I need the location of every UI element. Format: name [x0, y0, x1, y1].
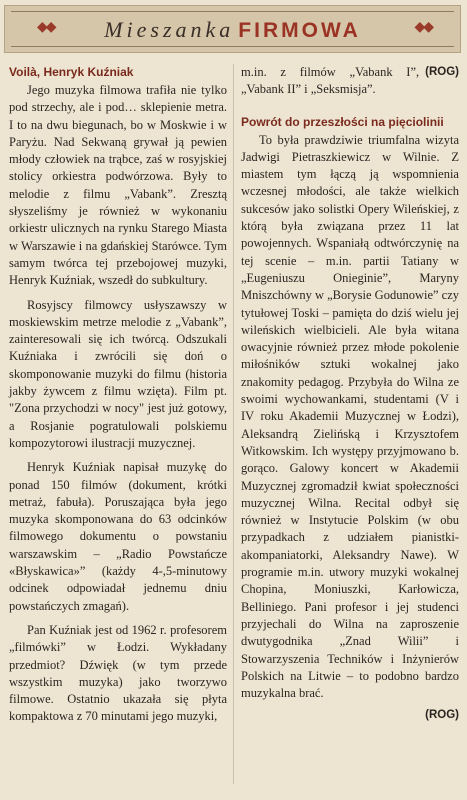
article1-signature: (ROG) — [425, 66, 459, 78]
section-title — [5, 17, 460, 43]
article1-paragraph: Rosyjscy filmowcy usłyszawszy w moskiewskim metrze melodie z „Vabank”, zainteresowali się ich twórcą. Odszukali Kuźniaka i zwrócili się doń o skomponowanie muzyki do filmu (historia jakby żywcem z filmu wzięta). Film pt. "Zona przychodzi w nocy" jest już gotowy, a Rosjanie pogratulowali polskiemu kompozytorowi ilustracji muzycznej. — [9, 297, 227, 450]
masthead-top-rule — [11, 11, 454, 12]
section-title-part1: Mieszanka — [104, 17, 235, 42]
masthead — [4, 5, 461, 53]
article1-headline: Voilà, Henryk Kuźniak — [9, 65, 134, 79]
left-column — [9, 64, 227, 726]
article2-headline: Powrót do przeszłości na pięciolinii — [241, 114, 444, 129]
masthead-bottom-rule — [11, 46, 454, 47]
article2-signature: (ROG) — [425, 709, 459, 722]
right-column — [241, 64, 459, 724]
article1-continuation-text: m.in. z filmów „Vabank I”, „Vabank II” i „Seksmisja”. — [241, 65, 420, 97]
article1-paragraph: Pan Kuźniak jest od 1962 r. profesorem „filmówki” w Łodzi. Wykładany przedmiot? Dźwięk (w tym przede wszystkim muzyka) jako tworzywo filmowe. Ostatnio ukazała się płyta kompaktowa z 70 minutami jego muzyki, — [9, 622, 227, 724]
article1-paragraph: Henryk Kuźniak napisał muzykę do ponad 150 filmów (dokument, krótki metraż, fabuła). Poruszająca była jego muzyka skomponowana do 63 odcinków filmowego dokumentu o powstaniu warszawskim – „Radio Powstańcze «Błyskawica»” (każdy 4-,5-minutowy odcinek odpowiadał jednemu dniu powstańczych zmagań). — [9, 460, 227, 613]
article2-signature-line — [241, 705, 459, 724]
article1-continuation — [241, 64, 459, 99]
diamond-ornament-icon: ◆◆ — [414, 19, 432, 35]
article1-paragraph: Jego muzyka filmowa trafiła nie tylko pod strzechy, ale i pod… sklepienie metra. I to na dwu biegunach, bo w Moskwie i w Paryżu. Nad Sekwaną grywał ją pewien młody człowiek na trąbce, zaś w rosyjskiej stolicy orkiestra podwórzowa. Były to melodie z filmu „Vabank”. Zresztą słyszeliśmy je również w wykonaniu orkiestr ulicznych na rynku Starego Miasta w Warszawie i na gdańskiej Starówce. Tym samym twórca tej przebojowej muzyki, Henryk Kuźniak, wszedł do subkultury. — [9, 83, 227, 288]
diamond-ornament-icon: ◆◆ — [37, 19, 55, 35]
column-divider — [233, 64, 234, 784]
article-separator — [241, 99, 459, 114]
section-title-part2: FIRMOWA — [238, 19, 361, 42]
article2-paragraph: To była prawdziwie triumfalna wizyta Jadwigi Pietraszkiewicz w Wilnie. Z miastem tym łączą ją wspomnienia wczesnej młodości, ale także wielkich sukcesów jako solistki Opery Wileńskiej, z którą była związana przez 11 lat powojennych. Wspaniałą odtwórczynię na tej scenie – m.in. partii Tatiany w „Eugeniuszu Onieginie”, Maryny Mniszchówny w „Borysie Godunowie” czy tytułowej Toski – pamięta do dziś wielu jej wileńskich wielbicieli. Ale była witana owacyjnie również przez młode pokolenie miłośników sztuki wokalnej jako znakomity pedagog. Przybyła do Wilna ze swoimi wychowankami, studentami (V i IV roku Akademii Muzycznej w Łodzi), Aleksandrą Zielińską i Krzysztofem Witkowskim. Ich występy przyjmowano b. gorąco. Galowy koncert w Akademii Muzycznej zgromadził kwiat społeczności muzycznej Wilna. Recital odbył się również w Instytucie Polskim (w obu przypadkach z udziałem pianistki-akompaniatorki, Aleksandry Nawe). W programie m.in. utwory muzyki wokalnej Chopina, Moniuszki, Karłowicza, Belliniego. Pani profesor i jej studenci przyjechali do Wilna na zaproszenie dwutygodnika „Znad Wilii” i Stowarzyszenia Techników i Inżynierów Polskich na Litwie – to podobno bardzo muzykalna brać. — [241, 132, 460, 701]
